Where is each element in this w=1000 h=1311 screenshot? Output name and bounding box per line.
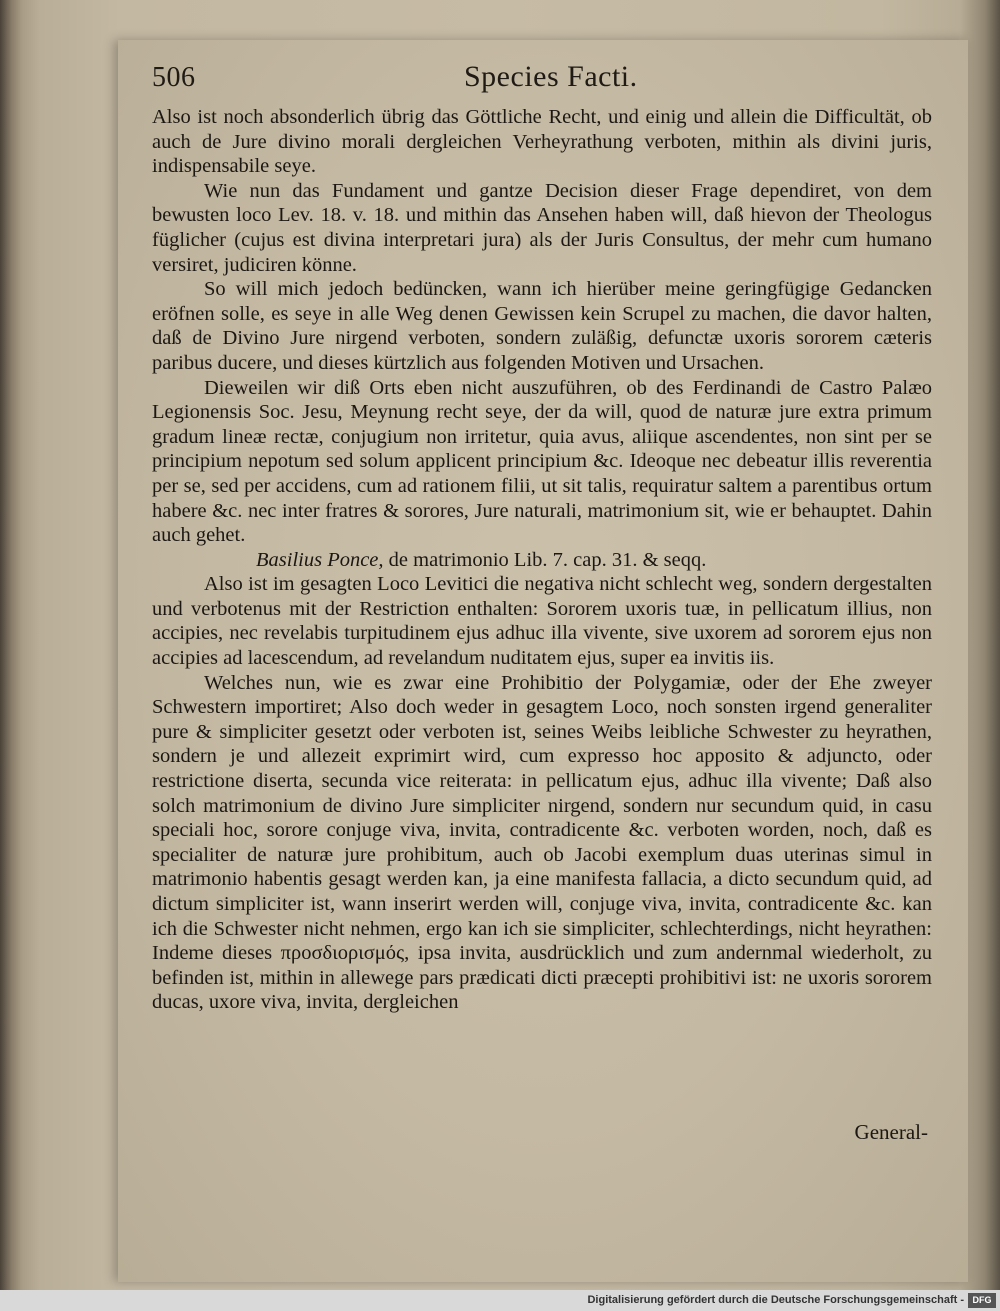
paragraph: So will mich jedoch bedüncken, wann ich hierüber meine geringfügige Gedancken eröfnen solle, es seye in alle Weg denen Gewissen kein Scrupel zu machen, die davor halten, daß de Divino Jure nirgend verboten, sondern zuläßig, defunctæ uxoris sororem cæteris paribus ducere, und dieses kürtzlich aus folgenden Motiven und Ursachen. — [152, 278, 932, 374]
paragraph: Also ist noch absonderlich übrig das Göttliche Recht, und einig und allein die Difficultät, ob auch de Jure divino morali dergleichen Verheyrathung verboten, mithin als divini juris, indispensabile seye. — [152, 106, 932, 178]
digitization-footer — [0, 1290, 1000, 1311]
footer-credit: Digitalisierung gefördert durch die Deutsche Forschungsgemeinschaft - — [587, 1294, 964, 1306]
citation-author: Basilius Ponce, — [256, 548, 384, 571]
running-head: Species Facti. — [464, 60, 638, 93]
dfg-logo-icon: DFG — [968, 1293, 996, 1308]
page-header — [150, 60, 910, 100]
citation — [152, 548, 932, 573]
page-number: 506 — [152, 62, 196, 93]
paragraph: Dieweilen wir diß Orts eben nicht auszuführen, ob des Ferdinandi de Castro Palæo Legionensis Soc. Jesu, Meynung recht seye, der da will, quod de naturæ jure extra primum gradum lineæ rectæ, conjugium non irritetur, quia avus, aliique ascendentes, non sint per se principium nepotum sed solum applicent principium &c. Ideoque nec debeatur illis reverentia per se, sed per accidens, cum ad rationem filii, ut sit talis, requiratur saltem a parentibus ortum habere &c. nec inter fratres & sorores, Jure naturali, matrimonium sit, wie er behauptet. Dahin auch gehet. — [152, 376, 932, 547]
citation-reference: de matrimonio Lib. 7. cap. 31. & seqq. — [383, 548, 707, 571]
catchword: General- — [854, 1120, 928, 1144]
paragraph: Wie nun das Fundament und gantze Decision dieser Frage dependiret, von dem bewusten loco Lev. 18. v. 18. und mithin das Ansehen haben will, daß hievon der Theologus füglicher (cujus est divina interpretari jura) als der Juris Consultus, der mehr cum humano versiret, judiciren könne. — [152, 179, 932, 276]
paragraph: Also ist im gesagten Loco Levitici die negativa nicht schlecht weg, sondern dergestalten und verbotenus mit der Restriction enthalten: Sororem uxoris tuæ, in pellicatum illius, non accipies, nec revelabis turpitudinem ejus adhuc illa vivente, sive uxorem ad sororem ejus non accipies ad lacescendum, ad revelandum nuditatem ejus, super ea invitis iis. — [152, 573, 932, 670]
paragraph: Welches nun, wie es zwar eine Prohibitio der Polygamiæ, oder der Ehe zweyer Schwestern importiret; Also doch weder in gesagtem Loco, noch sonsten irgend generaliter pure & simpliciter gesetzt oder verboten ist, seines Weibs leibliche Schwester zu heyrathen, sondern je und allezeit exprimirt wird, cum expresso hoc apposito & adjuncto, oder restrictione diserta, secunda vice reiterata: in pellicatum ejus, adhuc illa vivente; Daß also solch matrimonium de divino Jure simpliciter nirgend, sondern nur secundum quid, in casu speciali hoc, sorore conjuge viva, invita, contradicente &c. verboten worden, noch, daß es specialiter de naturæ jure prohibitum, auch ob Jacobi exemplum duas uterinas simul in matrimonio habentis gesagt werden kan, ja eine manifesta fallacia, a dicto secundum quid, ad dictum simpliciter ist, wann inserirt werden will, conjuge viva, invita, contradicente &c. kan ich die Schwester nicht nehmen, ergo kan ich sie simpliciter, schlechterdings, nicht heyrathen: Indeme dieses προσδιορισμός, ipsa invita, ausdrücklich und zum andernmal wiederholt, zu befinden ist, mithin in allewege pars prædicati dicti præcepti prohibitivi ist: ne uxoris sororem ducas, uxore viva, invita, dergleichen — [152, 671, 932, 1014]
body-text — [152, 105, 932, 1015]
